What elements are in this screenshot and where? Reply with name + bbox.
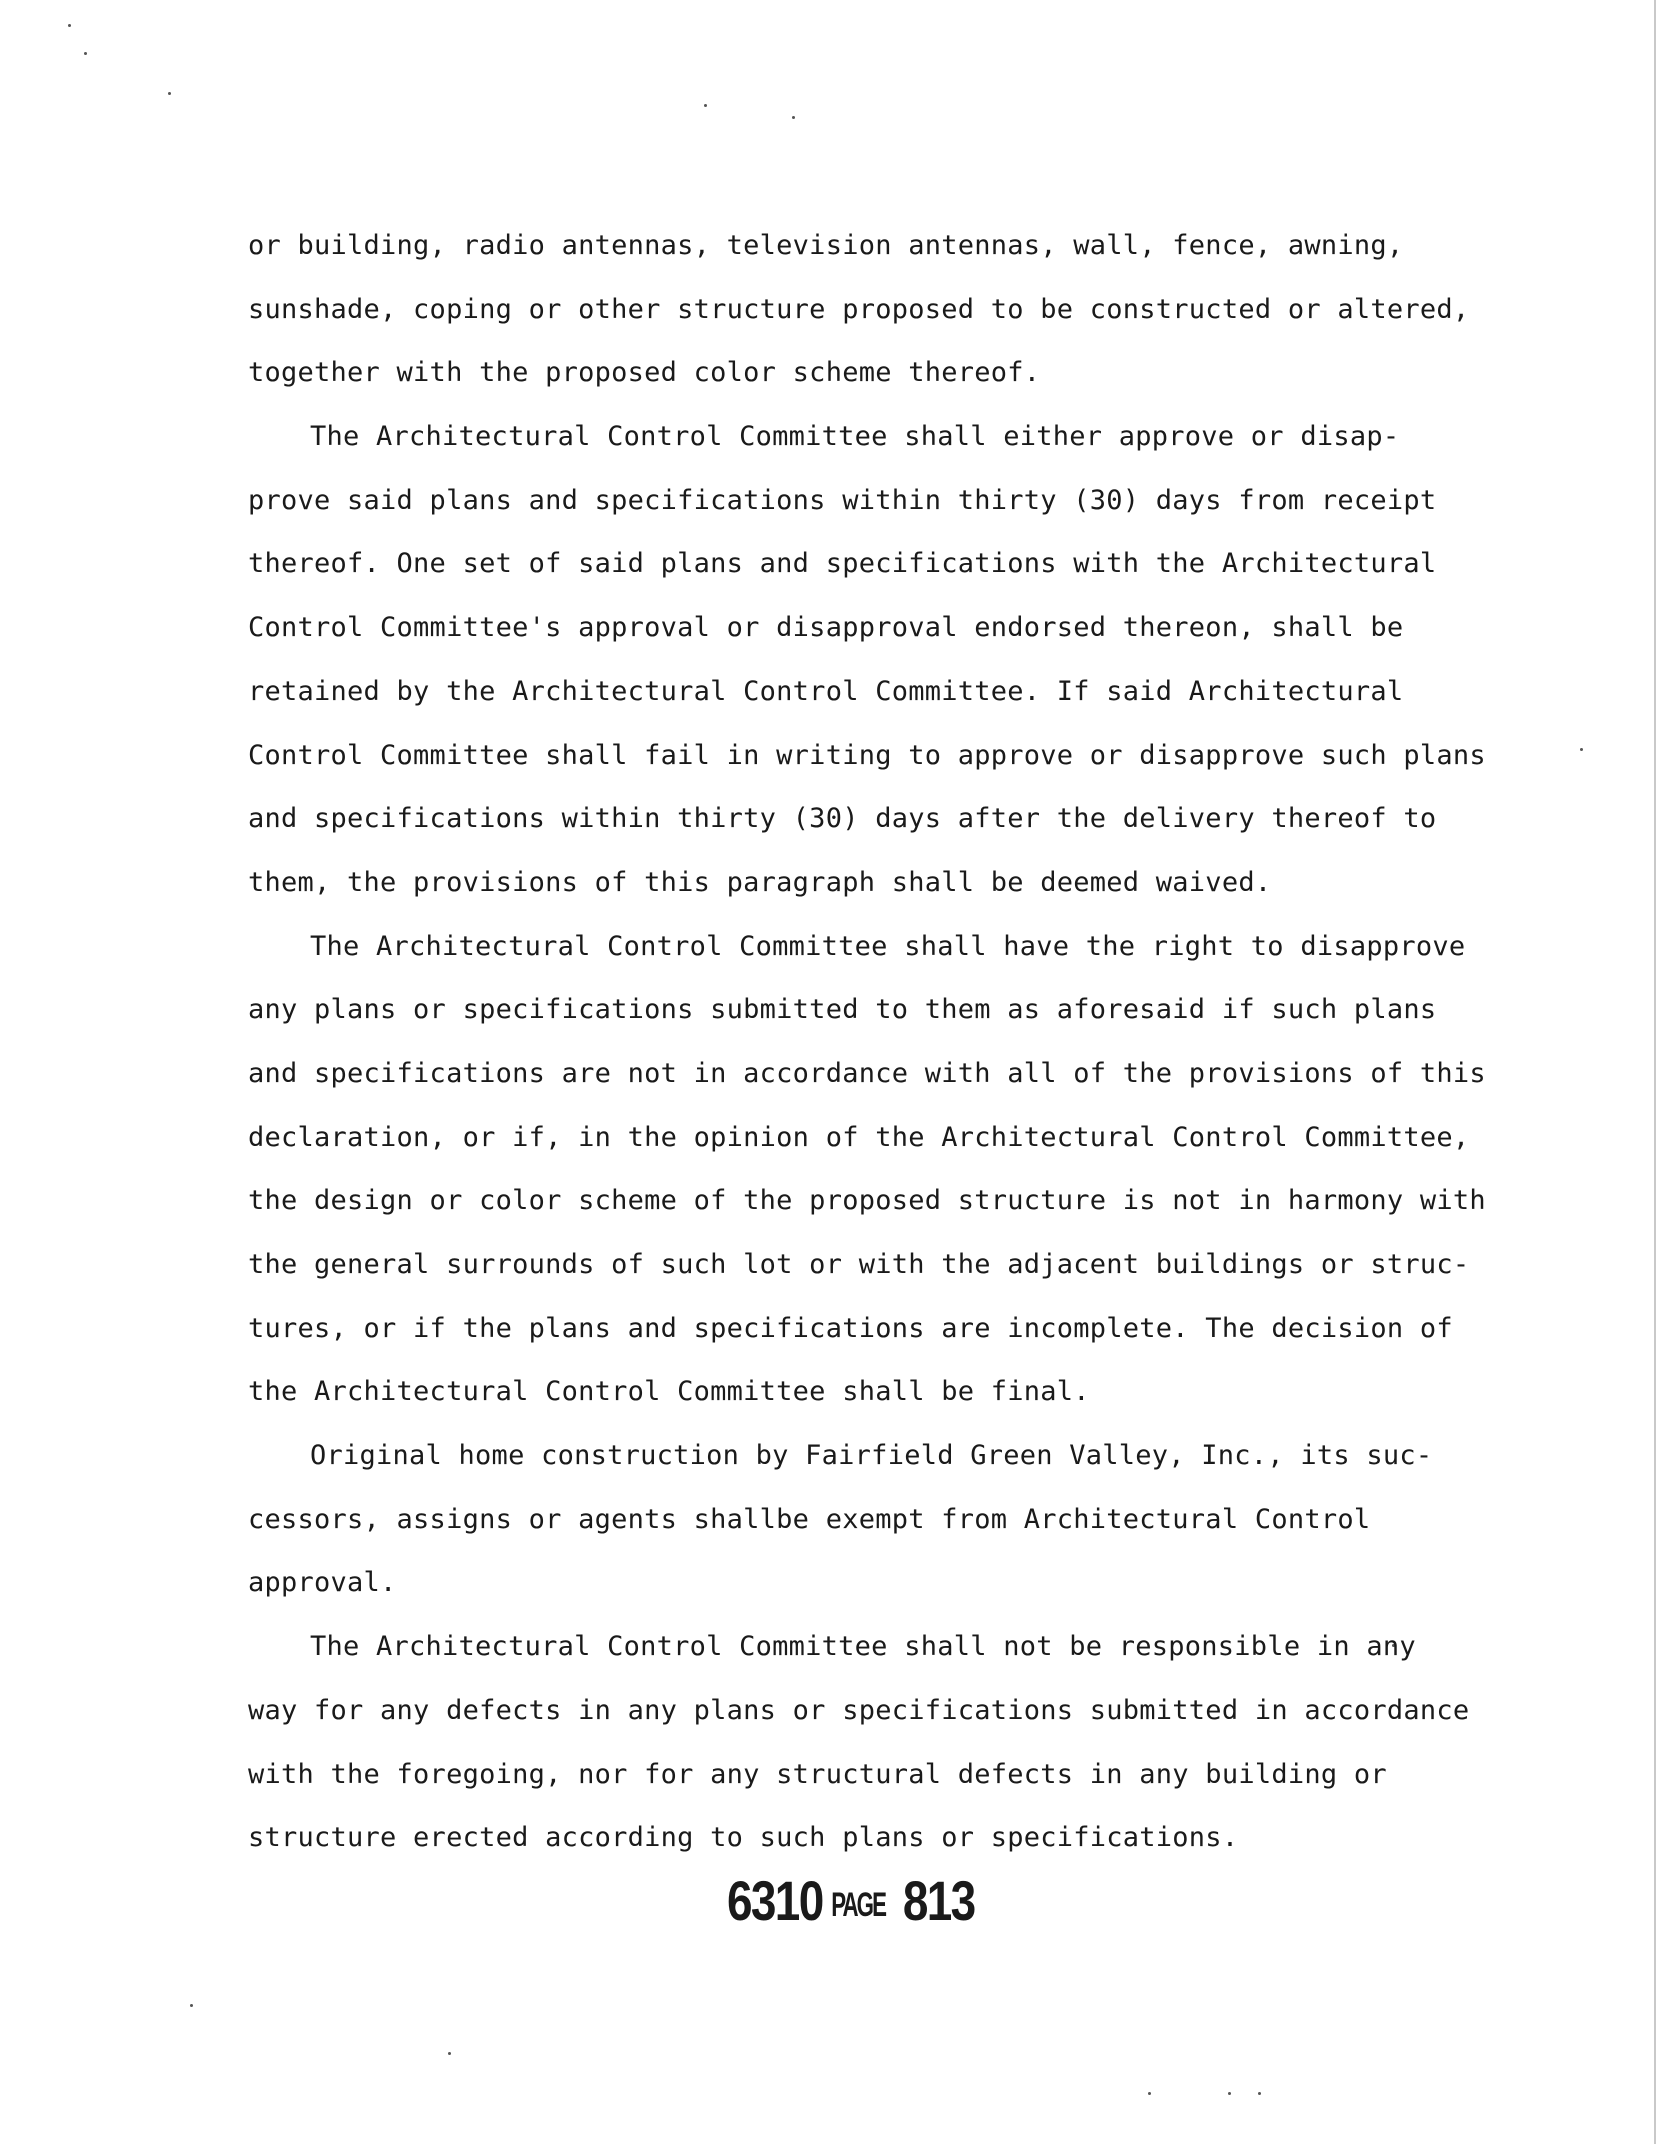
scan-speck (190, 2004, 193, 2007)
text-line: the design or color scheme of the proposed structure is not in harmony with (248, 1185, 1486, 1217)
scan-speck (1580, 748, 1583, 751)
scan-speck (792, 116, 795, 119)
text-line: and specifications are not in accordance with all of the provisions of this (248, 1057, 1486, 1089)
text-line: any plans or specifications submitted to them as aforesaid if such plans (248, 994, 1437, 1026)
text-line: declaration, or if, in the opinion of the Architectural Control Committee, (248, 1121, 1470, 1153)
document-body (248, 214, 1486, 1870)
page-label: PAGE (830, 1886, 885, 1924)
text-line: cessors, assigns or agents shallbe exempt from Architectural Control (248, 1503, 1371, 1535)
text-line: The Architectural Control Committee shall not be responsible in any (310, 1631, 1416, 1663)
scan-speck (84, 52, 87, 55)
text-line: retained by the Architectural Control Committee. If said Architectural (248, 675, 1404, 707)
text-line: Control Committee shall fail in writing to approve or disapprove such plans (248, 739, 1486, 771)
text-line: and specifications within thirty (30) days after the delivery thereof to (248, 803, 1437, 835)
text-line: approval. (248, 1567, 397, 1599)
text-line: Control Committee's approval or disapproval endorsed thereon, shall be (248, 612, 1404, 644)
text-line: way for any defects in any plans or specifications submitted in accordance (248, 1694, 1470, 1726)
text-line: thereof. One set of said plans and specifications with the Architectural (248, 548, 1437, 580)
text-line: tures, or if the plans and specifications are incomplete. The decision of (248, 1312, 1453, 1344)
scan-speck (68, 24, 71, 27)
text-line: structure erected according to such plans or specifications. (248, 1822, 1239, 1854)
scan-speck (1148, 2092, 1151, 2095)
text-line: them, the provisions of this paragraph shall be deemed waived. (248, 866, 1272, 898)
scan-speck (1258, 2092, 1261, 2095)
text-line: the Architectural Control Committee shall be final. (248, 1376, 1090, 1408)
scan-speck (448, 2052, 451, 2055)
book-number: 6310 (727, 1869, 823, 1932)
text-line: with the foregoing, nor for any structural defects in any building or (248, 1758, 1387, 1790)
text-line: The Architectural Control Committee shall have the right to disapprove (310, 930, 1466, 962)
scan-edge-line (1654, 0, 1656, 2144)
text-line: the general surrounds of such lot or with the adjacent buildings or struc- (248, 1249, 1470, 1280)
scan-speck (1228, 2092, 1231, 2095)
text-line: Original home construction by Fairfield Green Valley, Inc., its suc- (310, 1440, 1433, 1472)
text-line: The Architectural Control Committee shall either approve or disap- (310, 421, 1400, 453)
scan-speck (168, 92, 171, 95)
text-line: or building, radio antennas, television antennas, wall, fence, awning, (248, 230, 1404, 261)
text-line: prove said plans and specifications within thirty (30) days from receipt (248, 484, 1437, 516)
text-line: sunshade, coping or other structure proposed to be constructed or altered, (248, 293, 1470, 325)
book-page-stamp (727, 1868, 975, 1933)
text-line: together with the proposed color scheme thereof. (248, 357, 1041, 389)
scan-speck (704, 104, 707, 107)
page-number: 813 (902, 1869, 975, 1932)
